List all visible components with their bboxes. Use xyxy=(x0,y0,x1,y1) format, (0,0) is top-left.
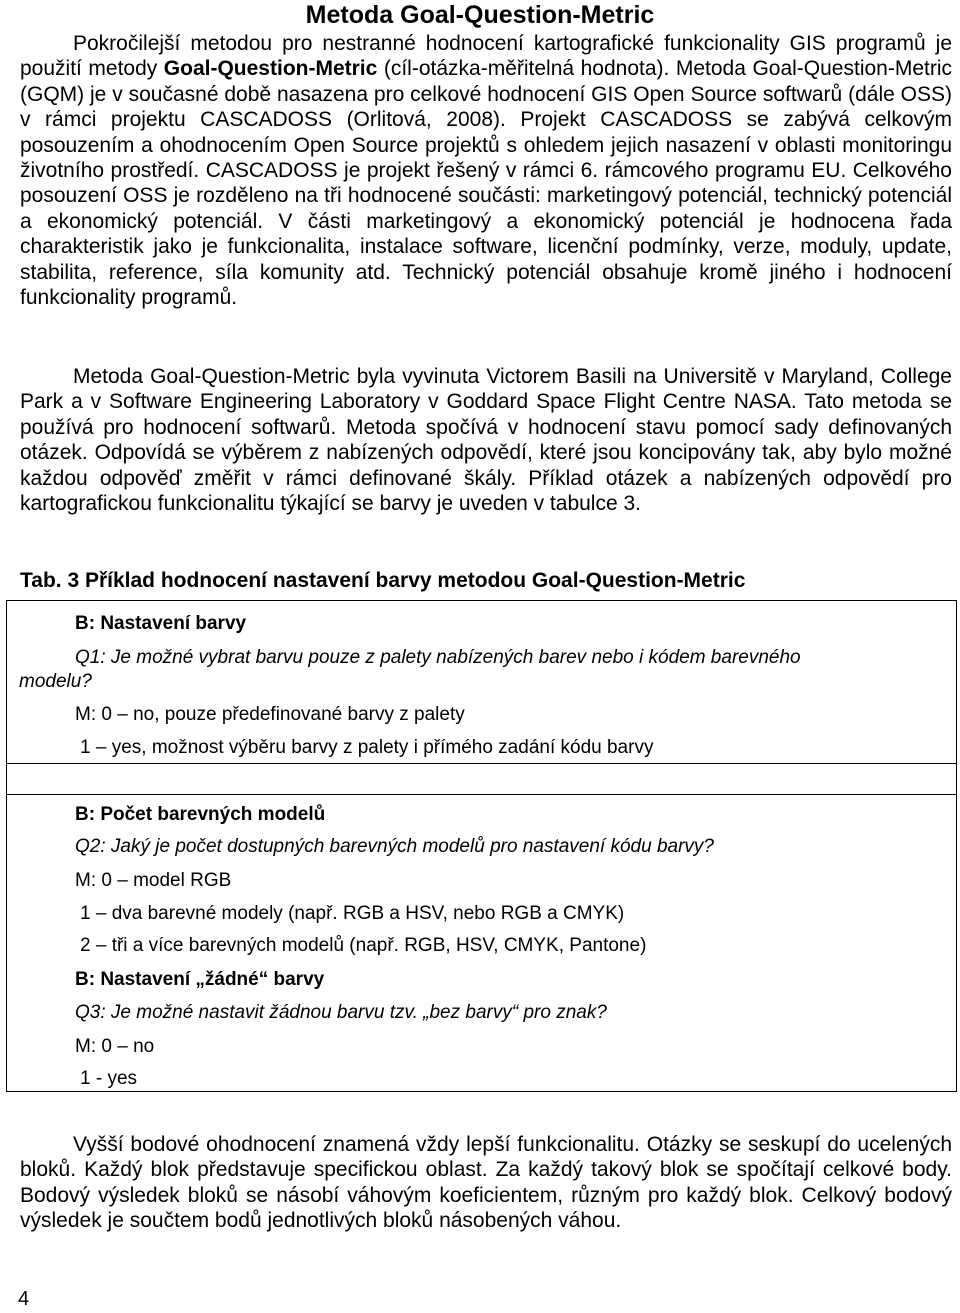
block2-heading: B: Počet barevných modelů xyxy=(75,804,326,825)
table-caption: Tab. 3 Příklad hodnocení nastavení barvy metodou Goal-Question-Metric xyxy=(20,569,746,592)
block1-question-line1: Q1: Je možné vybrat barvu pouze z palety nabízených barev nebo i kódem barevného xyxy=(75,647,801,668)
paragraph-method-history: Metoda Goal-Question-Metric byla vyvinuta Victorem Basili na Universitě v Maryland, College Park a v Software Engineering Laboratory v Goddard Space Flight Centre NASA. Tato metoda se používá pro hodnocení softwarů. Metoda spočívá v hodnocení stavu pomocí sady definovaných otázek. Odpovídá se výběrem z nabízených odpovědí, které jsou koncipovány tak, aby bylo možné každou odpověď změřit v rámci definované škály. Příklad otázek a nabízených odpovědí pro kartografickou funkcionalitu týkající se barvy je uveden v tabulce 3. xyxy=(20,365,952,516)
section-title: Metoda Goal-Question-Metric xyxy=(305,1,655,29)
block2-answer-1: 1 – dva barevné modely (např. RGB a HSV, nebo RGB a CMYK) xyxy=(80,903,625,924)
block1-heading: B: Nastavení barvy xyxy=(75,613,247,634)
page-number: 4 xyxy=(18,1288,30,1310)
block3-answer-0: M: 0 – no xyxy=(75,1036,155,1057)
block1-answer-0: M: 0 – no, pouze předefinované barvy z palety xyxy=(75,704,465,725)
block3-heading: B: Nastavení „žádné“ barvy xyxy=(75,969,325,990)
block1-answer-1: 1 – yes, možnost výběru barvy z palety i přímého zadání kódu barvy xyxy=(80,737,654,758)
block2-answer-0: M: 0 – model RGB xyxy=(75,870,232,891)
paragraph-intro xyxy=(20,31,952,310)
block2-answer-2: 2 – tři a více barevných modelů (např. RGB, HSV, CMYK, Pantone) xyxy=(80,935,647,956)
paragraph-intro-rest: (cíl-otázka-měřitelná hodnota). Metoda Goal-Question-Metric (GQM) je v současné době nasazena pro celkové hodnocení GIS Open Source softwarů (dále OSS) v rámci projektu CASCADOSS (Orlitová, 2008). Projekt CASCADOSS se zabývá celkovým posouzením a ohodnocením Open Source projektů s ohledem jejich nasazení v oblasti monitoringu životního prostředí. CASCADOSS je projekt řešený v rámci 6. rámcového programu EU. Celkového posouzení OSS je rozděleno na tři hodnocené součásti: marketingový potenciál, technický potenciál a ekonomický potenciál. V části marketingový a ekonomický potenciál je hodnocena řada charakteristik jako je funkcionalita, instalace software, licenční podmínky, verze, moduly, update, stabilita, reference, síla komunity atd. Technický potenciál obsahuje kromě jiného i hodnocení funkcionality programů. xyxy=(20,57,953,310)
block1-question-line2: modelu? xyxy=(19,671,92,692)
table-divider-2 xyxy=(7,794,956,795)
block3-question: Q3: Je možné nastavit žádnou barvu tzv. „bez barvy“ pro znak? xyxy=(75,1002,607,1023)
paragraph-intro-bold-term: Goal-Question-Metric xyxy=(163,57,378,81)
block2-question: Q2: Jaký je počet dostupných barevných modelů pro nastavení kódu barvy? xyxy=(75,836,714,857)
block3-answer-1: 1 - yes xyxy=(80,1068,138,1089)
table-divider-1 xyxy=(7,763,956,764)
gqm-table xyxy=(6,600,957,1092)
paragraph-scoring: Vyšší bodové ohodnocení znamená vždy lepší funkcionalitu. Otázky se seskupí do ucelených bloků. Každý blok představuje specifickou oblast. Za každý takový blok se spočítají celkové body. Bodový výsledek bloků se násobí váhovým koeficientem, různým pro každý blok. Celkový bodový výsledek je součtem bodů jednotlivých bloků násobených váhou. xyxy=(20,1133,952,1233)
paragraph-intro-start: Pokročilejší metodou pro nestranné hodnocení kartografické funkcionality GIS programů je použití metody xyxy=(20,32,952,81)
